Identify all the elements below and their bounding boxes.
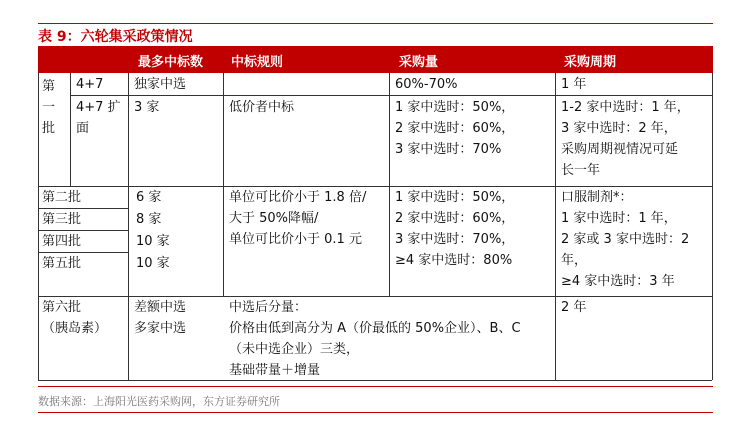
batch6-period: 2 年 — [561, 300, 587, 315]
source-note: 数据来源：上海阳光医药采购网，东方证券研究所 — [38, 395, 280, 408]
batch1-sub1-period: 1 年 — [561, 77, 587, 92]
grid-line — [70, 73, 71, 186]
batch6-max-count: 差额中选 多家中选 — [134, 300, 187, 336]
batch1-sub2-volume: 1 家中选时：50%， 2 家中选时：60%， 3 家中选时：70% — [395, 100, 515, 157]
header-rule: 中标规则 — [231, 55, 284, 70]
table-title: 表 9：六轮集采政策情况 — [38, 29, 193, 45]
grid-line — [70, 95, 712, 96]
batch2-name: 第二批 — [42, 190, 82, 205]
policy-table — [38, 46, 713, 380]
batch1-sub2-rule: 低价者中标 — [229, 100, 295, 115]
source-top-rule — [38, 386, 713, 387]
batch4-name: 第四批 — [42, 234, 82, 249]
grid-line — [223, 73, 224, 296]
batch4-max-count: 10 家 — [136, 234, 170, 249]
table-header — [38, 46, 713, 73]
grid-line — [712, 73, 713, 380]
batch1-sub1-name: 4+7 — [76, 77, 104, 92]
grid-line — [555, 73, 556, 380]
batch2-max-count: 6 家 — [136, 190, 162, 205]
batch5-name: 第五批 — [42, 256, 82, 271]
batch1-label: 第 一 批 — [42, 79, 56, 136]
batch2to5-volume: 1 家中选时：50%， 2 家中选时：60%， 3 家中选时：70%， ≥4 家中选时：80% — [395, 190, 515, 268]
header-period: 采购周期 — [564, 55, 617, 70]
batch1-sub2-name: 4+7 扩 面 — [76, 100, 121, 136]
batch1-sub1-volume: 60%-70% — [395, 77, 458, 92]
header-max-count: 最多中标数 — [138, 55, 204, 70]
bottom-rule — [38, 412, 713, 413]
batch2to5-rule: 单位可比价小于 1.8 倍/ 大于 50%降幅/ 单位可比价小于 0.1 元 — [229, 190, 367, 247]
batch1-sub2-max-count: 3 家 — [134, 100, 160, 115]
header-volume: 采购量 — [399, 55, 439, 70]
grid-line — [389, 73, 390, 296]
batch3-name: 第三批 — [42, 212, 82, 227]
batch6-rule: 中选后分量： 价格由低到高分为 A（价最低的 50%企业）、B、C （未中选企业）三类， 基础带量＋增量 — [229, 300, 521, 378]
batch3-max-count: 8 家 — [136, 212, 162, 227]
grid-line — [38, 73, 39, 380]
batch5-max-count: 10 家 — [136, 256, 170, 271]
batch1-sub2-period: 1-2 家中选时：1 年， 3 家中选时：2 年， 采购周期视情况可延 长一年 — [561, 100, 690, 178]
grid-line — [128, 73, 129, 380]
batch1-sub1-max-count: 独家中选 — [134, 77, 187, 92]
batch6-name: 第六批 （胰岛素） — [42, 300, 108, 336]
batch2to5-period: 口服制剂*： 1 家中选时：1 年， 2 家或 3 家中选时：2 年， ≥4 家中选时：3 年 — [561, 190, 690, 289]
title-top-rule — [38, 23, 713, 24]
